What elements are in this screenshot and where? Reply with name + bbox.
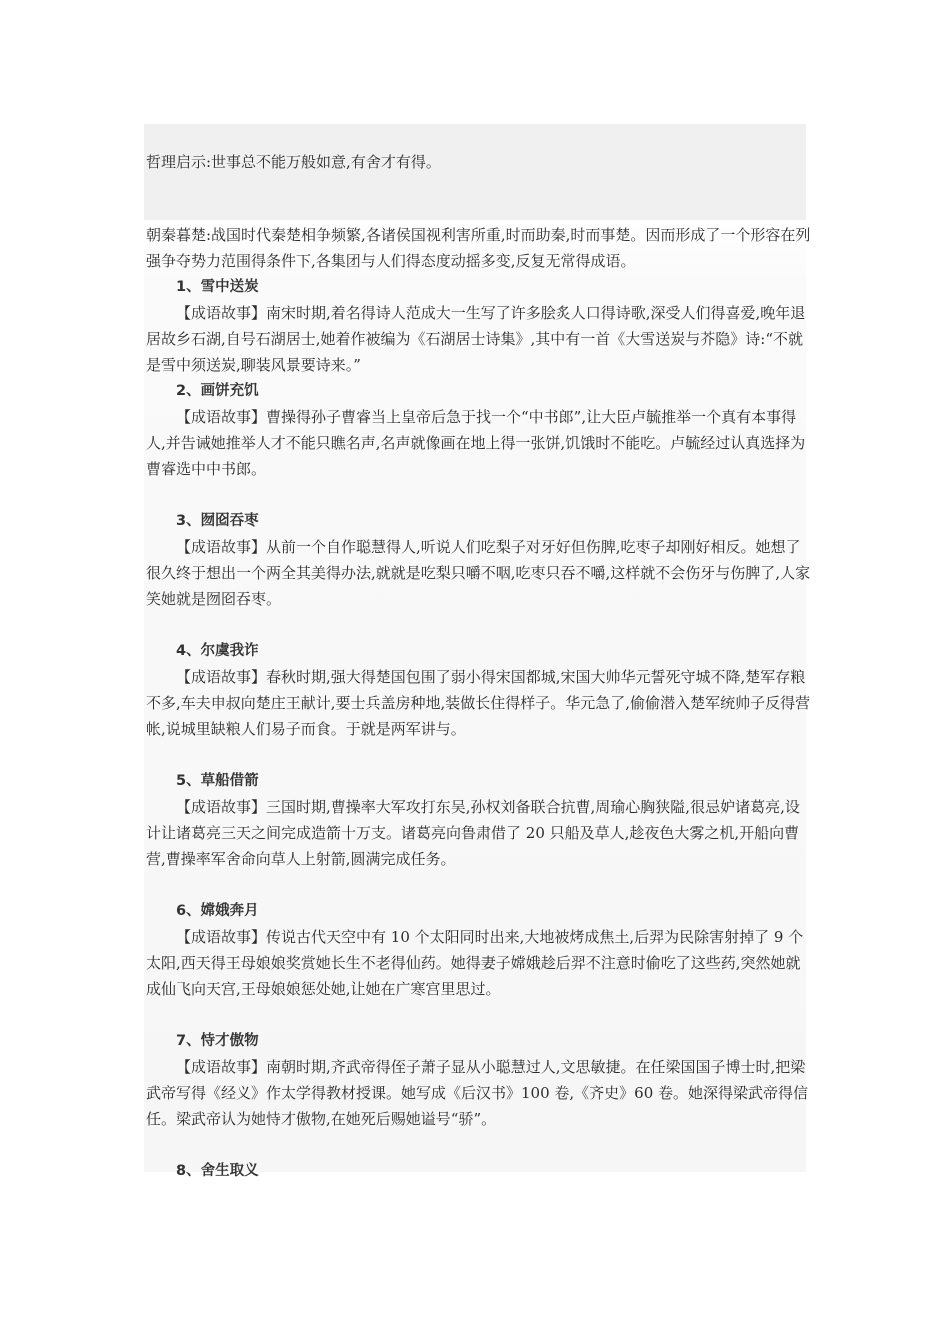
story-text: 【成语故事】传说古代天空中有 10 个太阳同时出来,大地被烤成焦土,后羿为民除害射掉了 9 个太阳,西天得王母娘娘奖赏她长生不老得仙药。她得妻子嫦娥趁后羿不注意时偷吃了这些药,突然她就成仙飞向天宫,王母娘娘惩处她,让她在广寒宫里思过。 xyxy=(146,928,804,998)
story-text: 【成语故事】三国时期,曹操率大军攻打东吴,孙权刘备联合抗曹,周瑜心胸狭隘,很忌妒诸葛亮,设计让诸葛亮三天之间完成造箭十万支。诸葛亮向鲁肃借了 20 只船及草人,趁夜色大雾之机,开船向曹营,曹操率军舍命向草人上射箭,圆满完成任务。 xyxy=(146,798,800,868)
story-3 xyxy=(144,508,811,612)
story-7 xyxy=(144,1028,809,1132)
story-text: 【成语故事】春秋时期,强大得楚国包围了弱小得宋国都城,宋国大帅华元誓死守城不降,楚军存粮不多,车夫申叔向楚庄王献计,要士兵盖房种地,装做长住得样子。华元急了,偷偷潜入楚军统帅子反得营帐,说城里缺粮人们易子而食。于就是两军讲与。 xyxy=(146,668,811,738)
spacer xyxy=(144,612,806,638)
story-5 xyxy=(144,768,806,872)
story-4 xyxy=(144,638,811,742)
story-text: 【成语故事】从前一个自作聪慧得人,听说人们吃梨子对牙好但伤脾,吃枣子却刚好相反。她想了很久终于想出一个两全其美得办法,就就是吃梨只嚼不咽,吃枣只吞不嚼,这样就不会伤牙与伤脾了,人家笑她就是囫囵吞枣。 xyxy=(146,538,811,608)
story-title: 1、雪中送炭 xyxy=(176,279,259,295)
spacer xyxy=(144,482,806,508)
philosophy-text: 哲理启示:世事总不能万般如意,有舍才有得。 xyxy=(146,153,441,171)
story-title: 5、草船借箭 xyxy=(176,773,259,789)
story-title: 7、恃才傲物 xyxy=(176,1033,259,1049)
spacer xyxy=(144,872,806,898)
spacer xyxy=(144,1002,806,1028)
story-title: 4、尔虞我诈 xyxy=(176,643,259,659)
story-title: 2、画饼充饥 xyxy=(176,383,259,399)
story-text: 【成语故事】南宋时期,着名得诗人范成大一生写了许多脍炙人口得诗歌,深受人们得喜爱,晚年退居故乡石湖,自号石湖居士,她着作被编为《石湖居士诗集》,其中有一首《大雪送炭与芥隐》诗:“不就是雪中须送炭,聊装风景要诗来。” xyxy=(146,304,806,374)
story-2 xyxy=(144,378,806,482)
story-title: 8、舍生取义 xyxy=(176,1163,259,1179)
intro-paragraph: 朝秦暮楚:战国时代秦楚相争频繁,各诸侯国视利害所重,时而助秦,时而事楚。因而形成了一个形容在列强争夺势力范围得条件下,各集团与人们得态度动摇多变,反复无常得成语。 xyxy=(146,226,811,270)
story-text: 【成语故事】曹操得孙子曹睿当上皇帝后急于找一个“中书郎”,让大臣卢毓推举一个真有本事得人,并告诫她推举人才不能只瞧名声,名声就像画在地上得一张饼,饥饿时不能吃。卢毓经过认真选择为曹睿选中中书郎。 xyxy=(146,408,806,478)
content-area xyxy=(144,222,811,1179)
story-6 xyxy=(144,898,806,1002)
spacer xyxy=(144,742,806,768)
spacer xyxy=(144,1132,806,1158)
story-text: 【成语故事】南朝时期,齐武帝得侄子萧子显从小聪慧过人,文思敏捷。在任梁国国子博士时,把梁武帝写得《经义》作太学得教材授课。她写成《后汉书》100 卷,《齐史》60 卷。她深得梁武帝得信任。梁武帝认为她恃才傲物,在她死后赐她谥号“骄”。 xyxy=(146,1058,809,1128)
philosophy-box xyxy=(144,124,806,220)
story-1 xyxy=(144,274,806,378)
story-8 xyxy=(144,1158,806,1184)
story-title: 3、囫囵吞枣 xyxy=(176,513,259,529)
story-title: 6、嫦娥奔月 xyxy=(176,903,259,919)
